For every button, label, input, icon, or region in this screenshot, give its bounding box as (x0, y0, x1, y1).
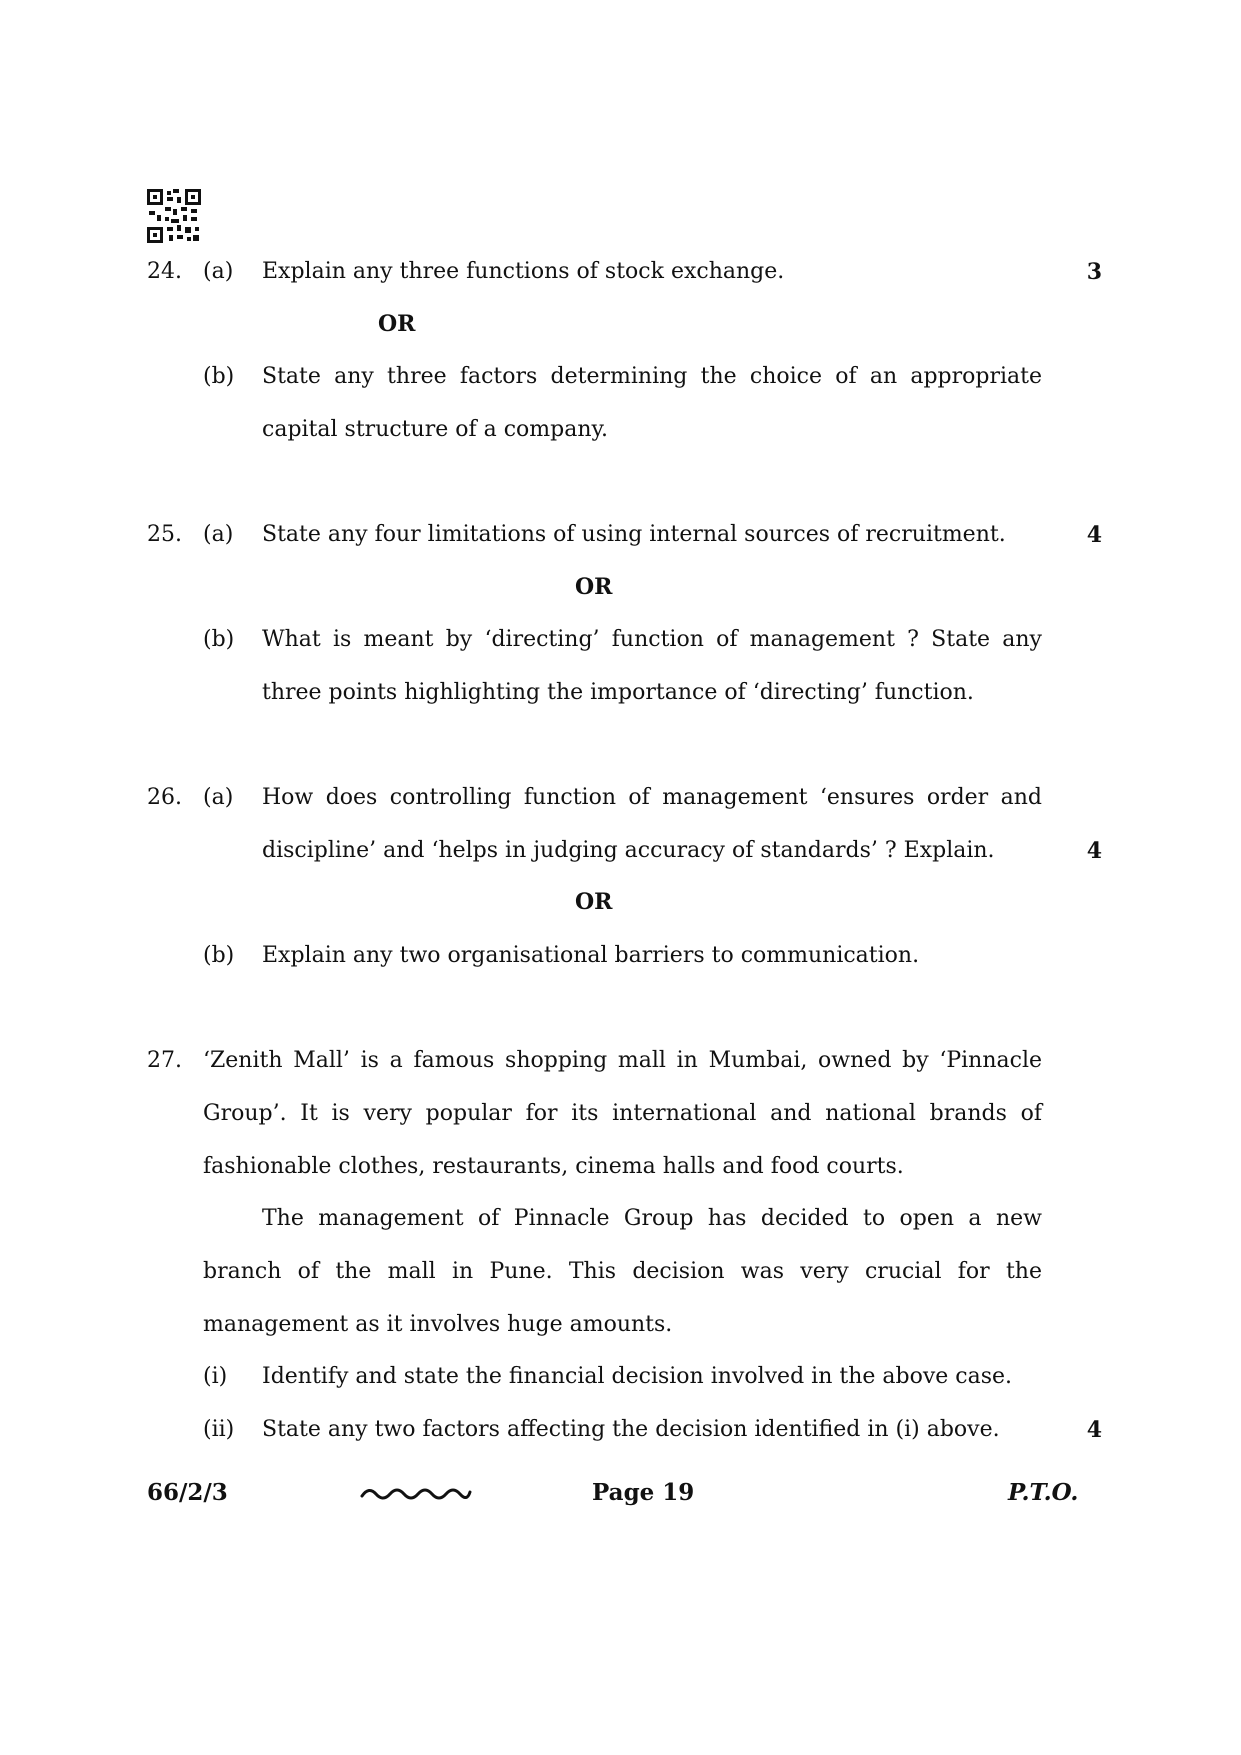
case-paragraph-line: The management of Pinnacle Group has decided to open a new (262, 1206, 1042, 1231)
item-label: (ii) (203, 1417, 235, 1442)
wave-ornament-icon (360, 1484, 472, 1504)
question-number: 27. (147, 1048, 182, 1073)
page-number: Page 19 (592, 1479, 695, 1506)
case-paragraph-line: management as it involves huge amounts. (203, 1312, 673, 1337)
question-text: discipline’ and ‘helps in judging accuracy of standards’ ? Explain. (262, 838, 995, 863)
part-label: (a) (203, 522, 234, 547)
or-separator: OR (575, 574, 613, 600)
question-number: 24. (147, 259, 182, 284)
question-text: Explain any two organisational barriers to communication. (262, 943, 920, 968)
case-paragraph-line: ‘Zenith Mall’ is a famous shopping mall in Mumbai, owned by ‘Pinnacle (203, 1048, 1042, 1073)
marks-label: 3 (1086, 259, 1102, 285)
case-paragraph-line: Group’. It is very popular for its international and national brands of (203, 1101, 1042, 1126)
case-paragraph-line: fashionable clothes, restaurants, cinema halls and food courts. (203, 1154, 904, 1179)
question-text: State any four limitations of using internal sources of recruitment. (262, 522, 1006, 547)
part-label: (a) (203, 785, 234, 810)
part-label: (b) (203, 943, 235, 968)
question-text: How does controlling function of management ‘ensures order and (262, 785, 1042, 810)
pto-label: P.T.O. (1008, 1479, 1079, 1506)
part-label: (a) (203, 259, 234, 284)
question-text: State any two factors affecting the decision identified in (i) above. (262, 1417, 1000, 1442)
question-text: three points highlighting the importance of ‘directing’ function. (262, 680, 974, 705)
or-separator: OR (378, 311, 416, 337)
part-label: (b) (203, 627, 235, 652)
or-separator: OR (575, 889, 613, 915)
part-label: (b) (203, 364, 235, 389)
case-paragraph-line: branch of the mall in Pune. This decision was very crucial for the (203, 1259, 1042, 1284)
question-text: Explain any three functions of stock exchange. (262, 259, 785, 284)
marks-label: 4 (1086, 838, 1102, 864)
item-label: (i) (203, 1364, 228, 1389)
question-text: State any three factors determining the choice of an appropriate (262, 364, 1042, 389)
question-text: What is meant by ‘directing’ function of management ? State any (262, 627, 1042, 652)
question-number: 26. (147, 785, 182, 810)
question-text: capital structure of a company. (262, 417, 609, 442)
qr-code-icon (147, 189, 201, 243)
marks-label: 4 (1086, 522, 1102, 548)
paper-code: 66/2/3 (147, 1479, 228, 1506)
marks-label: 4 (1086, 1417, 1102, 1443)
question-text: Identify and state the financial decision involved in the above case. (262, 1364, 1012, 1389)
question-number: 25. (147, 522, 182, 547)
